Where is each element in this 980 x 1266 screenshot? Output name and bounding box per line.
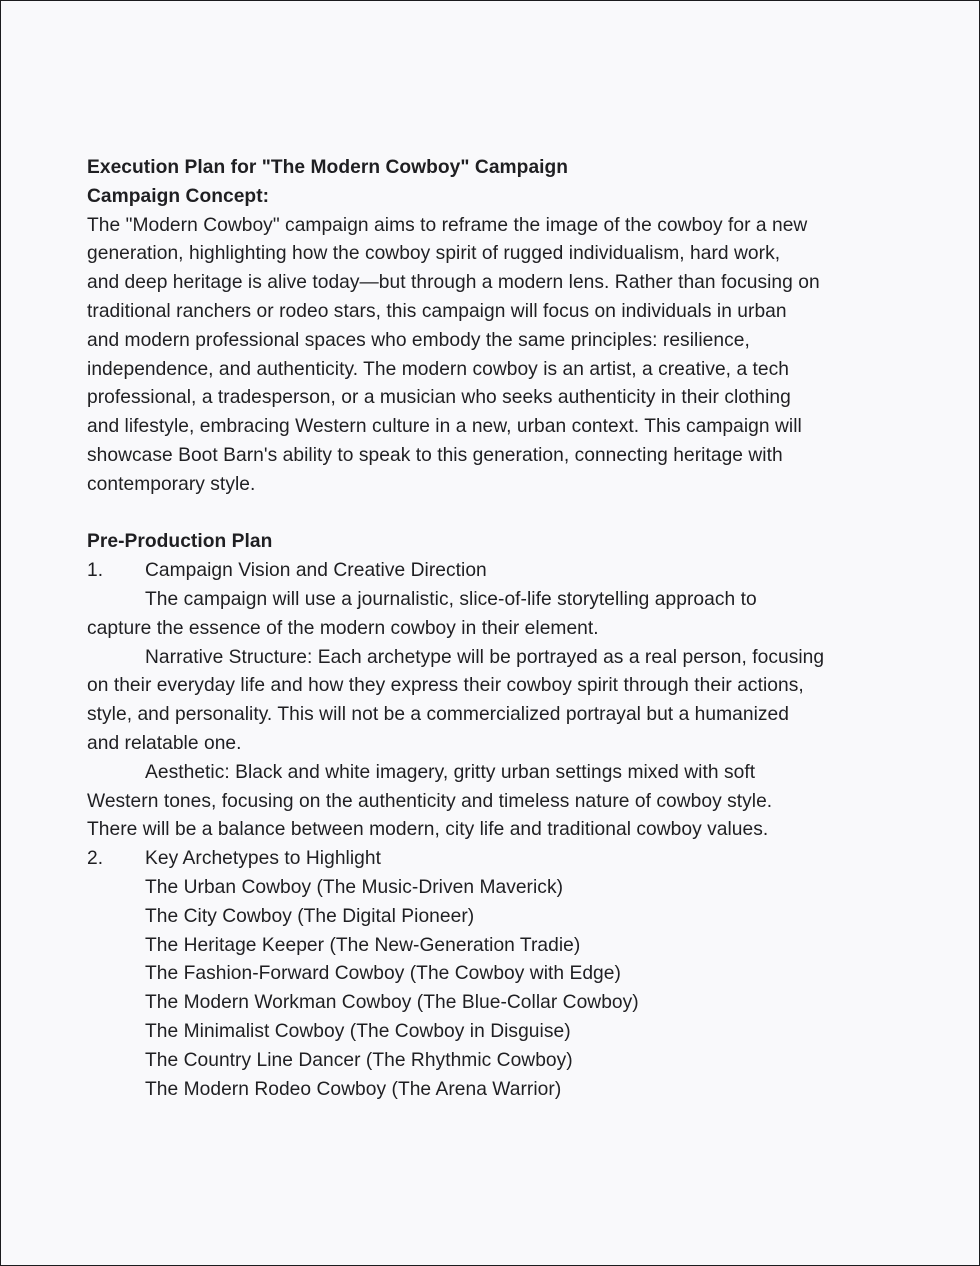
archetype-item: The Minimalist Cowboy (The Cowboy in Disguise) bbox=[145, 1020, 571, 1042]
narrative-paragraph-line: on their everyday life and how they express their cowboy spirit through their actions, bbox=[87, 675, 804, 697]
aesthetic-paragraph-line: Western tones, focusing on the authenticity and timeless nature of cowboy style. bbox=[87, 790, 773, 812]
concept-paragraph bbox=[87, 212, 907, 500]
aesthetic-paragraph-line: There will be a balance between modern, city life and traditional cowboy values. bbox=[87, 819, 769, 841]
vision-paragraph-line: capture the essence of the modern cowboy in their element. bbox=[87, 617, 599, 639]
list-item-2-heading bbox=[87, 845, 907, 874]
archetype-item: The Heritage Keeper (The New-Generation Tradie) bbox=[145, 934, 581, 956]
concept-line: The "Modern Cowboy" campaign aims to reframe the image of the cowboy for a new bbox=[87, 214, 808, 236]
document-body bbox=[87, 154, 907, 1104]
concept-line: and modern professional spaces who embody the same principles: resilience, bbox=[87, 329, 750, 351]
archetype-item: The Fashion-Forward Cowboy (The Cowboy with Edge) bbox=[145, 963, 621, 985]
archetype-item: The Country Line Dancer (The Rhythmic Cowboy) bbox=[145, 1049, 573, 1071]
list-number: 1. bbox=[87, 560, 104, 582]
aesthetic-paragraph-line: Aesthetic: Black and white imagery, gritty urban settings mixed with soft bbox=[145, 761, 756, 783]
concept-line: and lifestyle, embracing Western culture in a new, urban context. This campaign will bbox=[87, 416, 802, 438]
narrative-paragraph-line: style, and personality. This will not be a commercialized portrayal but a humanized bbox=[87, 704, 789, 726]
archetype-item: The Modern Rodeo Cowboy (The Arena Warrior) bbox=[145, 1078, 562, 1100]
narrative-paragraph-line: Narrative Structure: Each archetype will be portrayed as a real person, focusing bbox=[145, 646, 825, 668]
blank-line bbox=[87, 500, 907, 529]
vision-paragraph-line: The campaign will use a journalistic, slice-of-life storytelling approach to bbox=[145, 588, 757, 610]
narrative-paragraph-line: and relatable one. bbox=[87, 732, 242, 754]
list-item-title: Key Archetypes to Highlight bbox=[145, 848, 381, 870]
list-item-1-heading bbox=[87, 557, 907, 586]
document-title: Execution Plan for "The Modern Cowboy" Campaign bbox=[87, 157, 569, 178]
archetype-item: The City Cowboy (The Digital Pioneer) bbox=[145, 905, 475, 927]
list-number: 2. bbox=[87, 848, 104, 870]
concept-line: and deep heritage is alive today—but through a modern lens. Rather than focusing on bbox=[87, 272, 820, 294]
concept-line: contemporary style. bbox=[87, 473, 256, 495]
archetype-list bbox=[87, 874, 907, 1104]
concept-line: showcase Boot Barn's ability to speak to this generation, connecting heritage with bbox=[87, 444, 783, 466]
concept-line: independence, and authenticity. The modern cowboy is an artist, a creative, a tech bbox=[87, 358, 790, 380]
concept-heading: Campaign Concept: bbox=[87, 185, 270, 207]
concept-line: generation, highlighting how the cowboy spirit of rugged individualism, hard work, bbox=[87, 243, 781, 265]
concept-line: professional, a tradesperson, or a musician who seeks authenticity in their clothing bbox=[87, 387, 791, 409]
concept-line: traditional ranchers or rodeo stars, this campaign will focus on individuals in urban bbox=[87, 300, 787, 322]
preproduction-heading: Pre-Production Plan bbox=[87, 531, 273, 553]
archetype-item: The Urban Cowboy (The Music-Driven Maverick) bbox=[145, 876, 564, 898]
list-item-title: Campaign Vision and Creative Direction bbox=[145, 560, 487, 582]
archetype-item: The Modern Workman Cowboy (The Blue-Collar Cowboy) bbox=[145, 992, 639, 1014]
